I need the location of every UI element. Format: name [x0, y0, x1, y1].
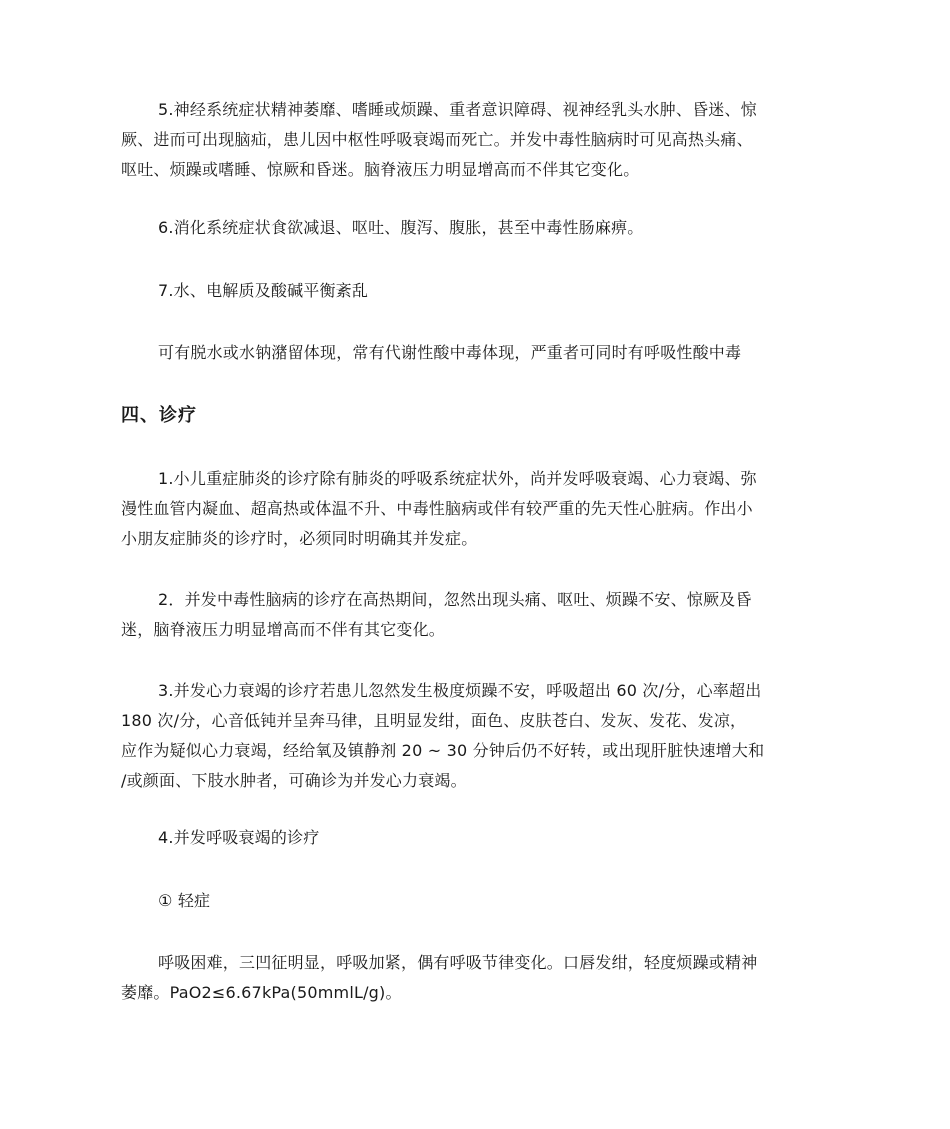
text-line: 小朋友症肺炎的诊疗时，必须同时明确其并发症。 — [121, 529, 478, 548]
text-line: 2．并发中毒性脑病的诊疗在高热期间，忽然出现头痛、呕吐、烦躁不安、惊厥及昏 — [158, 590, 752, 609]
section-heading-diagnosis: 四、诊疗 — [121, 405, 197, 426]
text-line: 呕吐、烦躁或嗜睡、惊厥和昏迷。脑脊液压力明显增高而不伴其它变化。 — [121, 160, 640, 179]
paragraph-mild-label — [121, 886, 833, 916]
text-line: 1.小儿重症肺炎的诊疗除有肺炎的呼吸系统症状外，尚并发呼吸衰竭、心力衰竭、弥 — [158, 469, 757, 488]
text-line: 可有脱水或水钠潴留体现，常有代谢性酸中毒体现，严重者可同时有呼吸性酸中毒 — [158, 343, 742, 362]
text-line: 4.并发呼吸衰竭的诊疗 — [158, 828, 320, 847]
text-line: /或颜面、下肢水肿者，可确诊为并发心力衰竭。 — [121, 771, 467, 790]
text-line: 180 次/分，心音低钝并呈奔马律，且明显发绀，面色、皮肤苍白、发灰、发花、发凉， — [121, 711, 747, 730]
paragraph-digestive-system — [121, 213, 833, 243]
text-line: 5.神经系统症状精神萎靡、嗜睡或烦躁、重者意识障碍、视神经乳头水肿、昏迷、惊 — [158, 100, 757, 119]
text-line: 厥、进而可出现脑疝，患儿因中枢性呼吸衰竭而死亡。并发中毒性脑病时可见高热头痛、 — [121, 130, 753, 149]
paragraph-heart-failure — [121, 676, 833, 796]
text-line: 漫性血管内凝血、超高热或体温不升、中毒性脑病或伴有较严重的先天性心脏病。作出小 — [121, 499, 753, 518]
text-line: 迷，脑脊液压力明显增高而不伴有其它变化。 — [121, 620, 446, 639]
text-line: 7.水、电解质及酸碱平衡紊乱 — [158, 281, 369, 300]
text-line: 3.并发心力衰竭的诊疗若患儿忽然发生极度烦躁不安，呼吸超出 60 次/分，心率超出 — [158, 681, 762, 700]
paragraph-nervous-system — [121, 95, 833, 185]
paragraph-respiratory-failure — [121, 823, 833, 853]
paragraph-mild-description — [121, 948, 833, 1008]
text-line: 萎靡。PaO2≤6.67kPa(50mmlL/g)。 — [121, 983, 402, 1002]
paragraph-acidosis — [121, 338, 833, 368]
paragraph-electrolyte — [121, 276, 833, 306]
text-line: 应作为疑似心力衰竭，经给氧及镇静剂 20 ~ 30 分钟后仍不好转，或出现肝脏快速增大和 — [121, 741, 765, 760]
text-line: 6.消化系统症状食欲减退、呕吐、腹泻、腹胀，甚至中毒性肠麻痹。 — [158, 218, 644, 237]
text-line: 呼吸困难，三凹征明显，呼吸加紧，偶有呼吸节律变化。口唇发绀，轻度烦躁或精神 — [158, 953, 758, 972]
text-line: ① 轻症 — [158, 891, 211, 910]
paragraph-severe-pneumonia — [121, 464, 833, 554]
paragraph-toxic-encephalopathy — [121, 585, 833, 645]
